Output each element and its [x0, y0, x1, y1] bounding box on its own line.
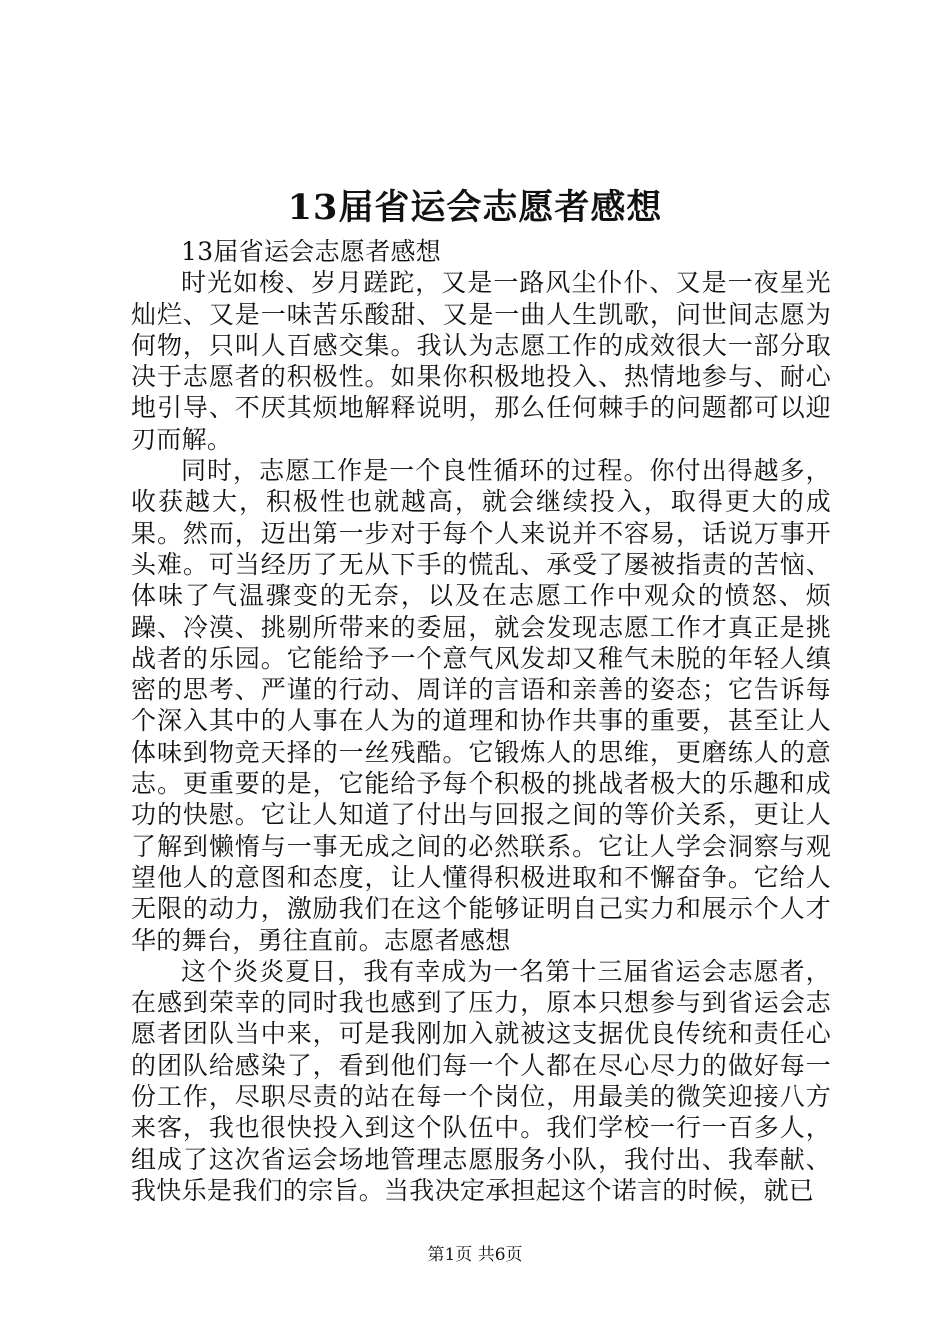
document-title: 13届省运会志愿者感想: [287, 187, 663, 228]
subtitle-line: 13届省运会志愿者感想: [181, 237, 442, 266]
paragraph: 同时，志愿工作是一个良性循环的过程。你付出得越多，收获越大，积极性也就越高，就会继续投入，取得更大的成果。然而，迈出第一步对于每个人来说并不容易，话说万事开头难。可当经历了无从下手的慌乱、承受了屡被指责的苦恼、体味了气温骤变的无奈，以及在志愿工作中观众的愤怒、烦躁、冷漠、挑剔所带来的委屈，就会发现志愿工作才真正是挑战者的乐园。它能给予一个意气风发却又稚气未脱的年轻人缜密的思考、严谨的行动、周详的言语和亲善的姿态；它告诉每个深入其中的人事在人为的道理和协作共事的重要，甚至让人体味到物竞天择的一丝残酷。它锻炼人的思维，更磨练人的意志。更重要的是，它能给予每个积极的挑战者极大的乐趣和成功的快慰。它让人知道了付出与回报之间的等价关系，更让人了解到懒惰与一事无成之间的必然联系。它让人学会洞察与观望他人的意图和态度，让人懂得积极进取和不懈奋争。它给人无限的动力，激励我们在这个能够证明自己实力和展示个人才华的舞台，勇往直前。志愿者感想: [131, 456, 831, 955]
page-footer: 第1页 共6页: [427, 1245, 523, 1265]
paragraph: 时光如梭、岁月蹉跎，又是一路风尘仆仆、又是一夜星光灿烂、又是一味苦乐酸甜、又是一曲人生凯歌，问世间志愿为何物，只叫人百感交集。我认为志愿工作的成效很大一部分取决于志愿者的积极性。如果你积极地投入、热情地参与、耐心地引导、不厌其烦地解释说明，那么任何棘手的问题都可以迎刃而解。: [131, 268, 831, 454]
document-body: [131, 236, 831, 1206]
paragraph: 这个炎炎夏日，我有幸成为一名第十三届省运会志愿者，在感到荣幸的同时我也感到了压力，原本只想参与到省运会志愿者团队当中来，可是我刚加入就被这支据优良传统和责任心的团队给感染了，看到他们每一个人都在尽心尽力的做好每一份工作，尽职尽责的站在每一个岗位，用最美的微笑迎接八方来客，我也很快投入到这个队伍中。我们学校一行一百多人，组成了这次省运会场地管理志愿服务小队，我付出、我奉献、我快乐是我们的宗旨。当我决定承担起这个诺言的时候，就已: [131, 956, 831, 1205]
